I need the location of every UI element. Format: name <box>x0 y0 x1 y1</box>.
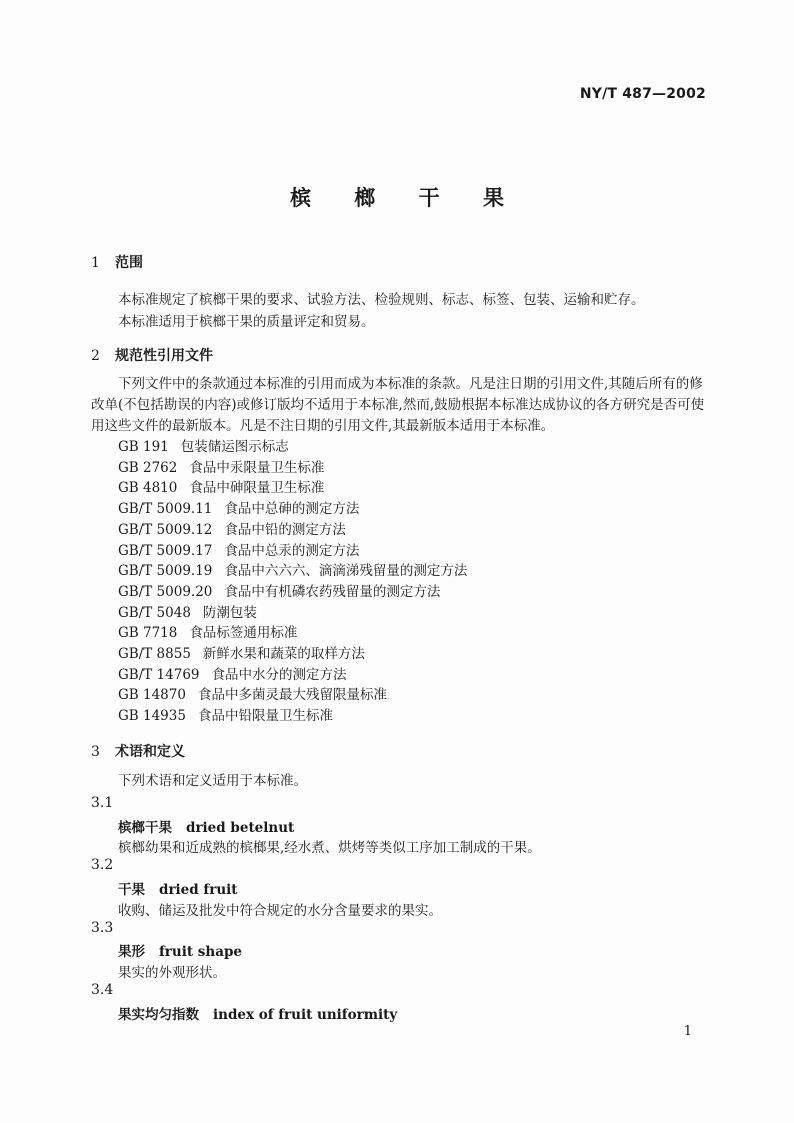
section-3-heading <box>91 741 185 761</box>
document-title: 槟 榔 干 果 <box>290 186 522 210</box>
term-definition: 收购、储运及批发中符合规定的水分含量要求的果实。 <box>118 903 442 919</box>
reference-title: 食品标签通用标准 <box>189 625 298 642</box>
section-number: 2 <box>91 348 100 364</box>
reference-title: 食品中铅限量卫生标准 <box>197 708 333 725</box>
reference-title: 食品中总砷的测定方法 <box>224 501 360 518</box>
reference-code: GB 14935 <box>118 708 186 725</box>
term-heading <box>118 816 294 836</box>
standard-code: NY/T 487—2002 <box>579 86 706 102</box>
reference-item <box>118 437 467 458</box>
reference-code: GB/T 5009.20 <box>118 583 213 600</box>
term-heading <box>118 940 242 960</box>
reference-title: 新鲜水果和蔬菜的取样方法 <box>202 646 365 663</box>
reference-code: GB/T 5009.12 <box>118 521 213 538</box>
term-english: dried fruit <box>159 882 238 898</box>
term-number: 3.1 <box>91 795 114 811</box>
reference-code: GB 2762 <box>118 459 178 476</box>
term-chinese: 果形 <box>118 944 145 960</box>
reference-code: GB/T 5009.19 <box>118 563 213 580</box>
reference-code: GB/T 5009.11 <box>118 501 213 518</box>
reference-code: GB/T 8855 <box>118 646 191 663</box>
reference-code: GB 7718 <box>118 625 178 642</box>
section-2-heading <box>91 345 213 365</box>
reference-title: 食品中水分的测定方法 <box>211 666 347 683</box>
reference-item <box>118 582 467 603</box>
term-definition: 果实的外观形状。 <box>118 965 226 981</box>
reference-item <box>118 685 467 706</box>
reference-title: 食品中铅的测定方法 <box>224 521 346 538</box>
reference-title: 食品中有机磷农药残留量的测定方法 <box>224 583 441 600</box>
reference-item <box>118 603 467 624</box>
reference-title: 防潮包装 <box>202 604 257 621</box>
term-number: 3.2 <box>91 857 114 873</box>
reference-list <box>118 437 467 727</box>
reference-item <box>118 706 467 727</box>
page-number: 1 <box>683 1024 692 1039</box>
term-english: fruit shape <box>159 944 242 960</box>
reference-code: GB 14870 <box>118 687 186 704</box>
term-definition: 槟榔幼果和近成熟的槟榔果,经水煮、烘烤等类似工序加工制成的干果。 <box>118 840 541 856</box>
reference-item <box>118 665 467 686</box>
reference-title: 食品中砷限量卫生标准 <box>189 480 325 497</box>
term-chinese: 槟榔干果 <box>118 820 172 836</box>
reference-title: 包装储运图示标志 <box>180 439 289 455</box>
reference-title: 食品中多菌灵最大残留限量标准 <box>197 687 387 704</box>
reference-item <box>118 520 467 541</box>
reference-item <box>118 644 467 665</box>
reference-item <box>118 623 467 644</box>
reference-item <box>118 458 467 479</box>
term-number: 3.4 <box>91 982 114 998</box>
scope-paragraph-1: 本标准规定了槟榔干果的要求、试验方法、检验规则、标志、标签、包装、运输和贮存。 <box>118 292 645 308</box>
section-title: 术语和定义 <box>115 744 185 760</box>
term-number: 3.3 <box>91 920 114 936</box>
references-intro: 下列文件中的条款通过本标准的引用而成为本标准的条款。凡是注日期的引用文件,其随后所有的修改单(不包括勘误的内容)或修订版均不适用于本标准,然而,鼓励根据本标准达成协议的各方研究是否可使用这些文件的最新版本。凡是不注日期的引用文件,其最新版本适用于本标准。 <box>91 376 705 434</box>
reference-code: GB 191 <box>118 439 169 455</box>
terms-intro: 下列术语和定义适用于本标准。 <box>118 773 307 789</box>
scope-paragraph-2: 本标准适用于槟榔干果的质量评定和贸易。 <box>118 314 375 330</box>
term-english: dried betelnut <box>186 820 295 836</box>
section-number: 3 <box>91 744 100 760</box>
section-number: 1 <box>91 255 100 271</box>
term-english: index of fruit uniformity <box>213 1007 398 1023</box>
reference-title: 食品中总汞的测定方法 <box>224 542 360 559</box>
reference-code: GB 4810 <box>118 480 178 497</box>
section-title: 规范性引用文件 <box>115 348 213 364</box>
term-heading <box>118 1003 397 1023</box>
section-title: 范围 <box>115 255 143 271</box>
term-chinese: 干果 <box>118 882 145 898</box>
term-heading <box>118 878 238 898</box>
reference-item <box>118 561 467 582</box>
reference-item <box>118 499 467 520</box>
section-1-heading <box>91 252 143 272</box>
reference-item <box>118 541 467 562</box>
term-chinese: 果实均匀指数 <box>118 1007 199 1023</box>
reference-title: 食品中六六六、滴滴涕残留量的测定方法 <box>224 563 468 580</box>
reference-code: GB/T 14769 <box>118 666 200 683</box>
reference-item <box>118 478 467 499</box>
reference-code: GB/T 5009.17 <box>118 542 213 559</box>
reference-title: 食品中汞限量卫生标准 <box>189 459 325 476</box>
reference-code: GB/T 5048 <box>118 604 191 621</box>
